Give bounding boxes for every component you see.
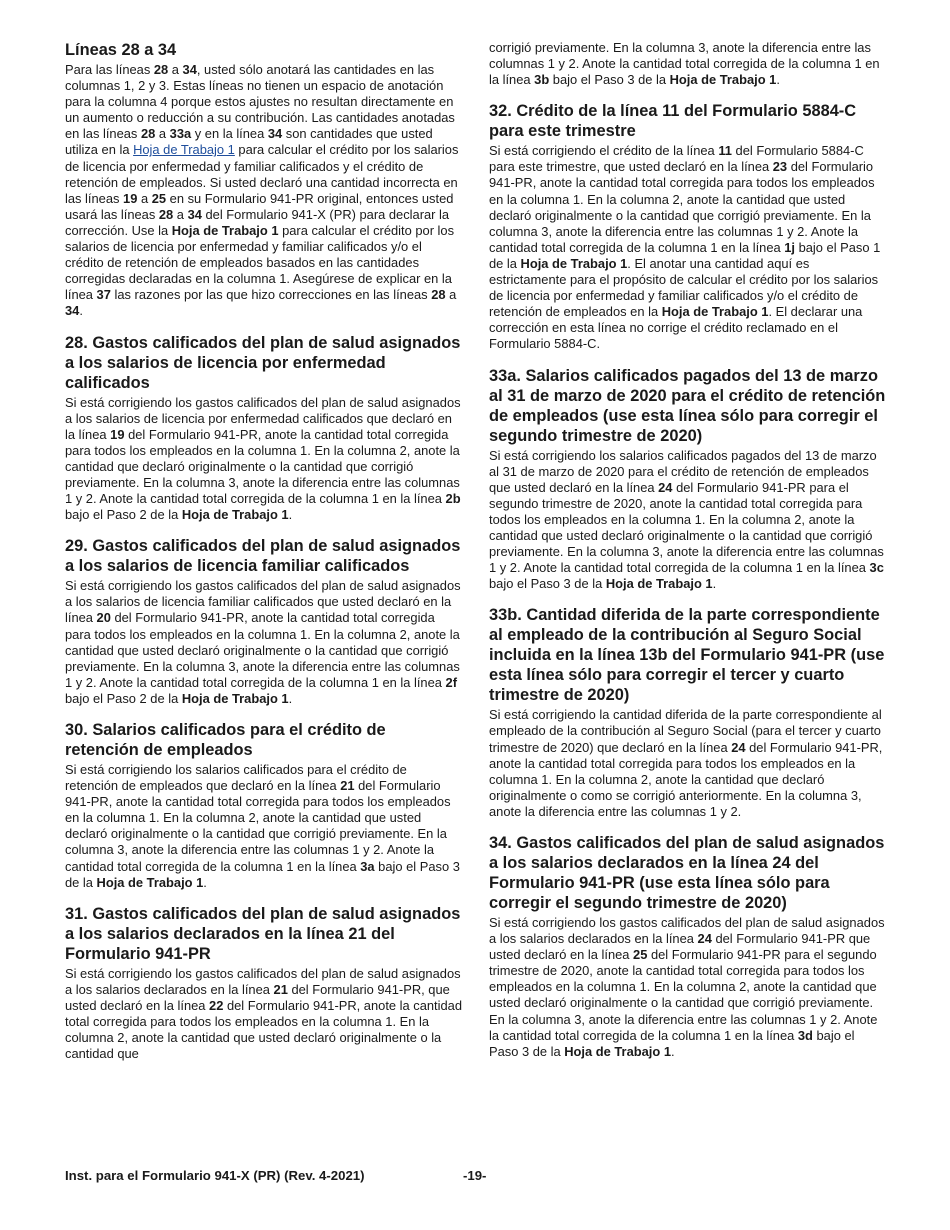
heading-linea-31: 31. Gastos calificados del plan de salud asignados a los salarios declarados en la línea 21 del Formulario 941-PR (65, 904, 461, 963)
page-number: -19- (463, 1168, 487, 1183)
paragraph-linea-31: Si está corrigiendo los gastos calificados del plan de salud asignados a los salarios declarados en la línea 21 del Formulario 941-PR, que usted declaró en la línea 22 del Formulario 941-PR, anote la cantidad total corregida para todos los empleados en la columna 1. En la columna 2, anote la cantidad que usted declaró originalmente o la cantidad que (65, 965, 462, 1062)
right-column (489, 40, 886, 1060)
heading-linea-33b: 33b. Cantidad diferida de la parte correspondiente al empleado de la contribución al Seguro Social incluida en la línea 13b del Formulario 941-PR (use esta línea sólo para corregir el tercer y cuarto trimestre de 2020) (489, 606, 885, 705)
paragraph-lineas-28-34: Para las líneas 28 a 34, usted sólo anotará las cantidades en las columnas 1, 2 y 3. Estas líneas no tienen un espacio de anotación para la columna 4 porque estos ajustes no resultan directamente en un aumento o reducción a su contribución. Las cantidades anotadas en las líneas 28 a 33a y en la línea 34 son cantidades que usted utiliza en la Hoja de Trabajo 1 para calcular el crédito por los salarios de licencia por enfermedad y familiar calificados y el crédito de retención de empleados. Si usted declaró una cantidad incorrecta en las líneas 19 a 25 en su Formulario 941-PR original, entonces usted usará las líneas 28 a 34 del Formulario 941-X (PR) para declarar la corrección. Use la Hoja de Trabajo 1 para calcular el crédito por los salarios de licencia por enfermedad y familiar calificados y/o el crédito de retención de empleados basados en las cantidades corregidas declaradas en la columna 1. Asegúrese de explicar en la línea 37 las razones por las que hizo correcciones en las líneas 28 a 34. (65, 62, 459, 319)
paragraph-linea-32: Si está corrigiendo el crédito de la línea 11 del Formulario 5884-C para este trimestre, que usted declaró en la línea 23 del Formulario 941-PR, anote la cantidad total corregida para todos los empleados en la columna 1. En la columna 2, anote la cantidad que usted declaró originalmente o la cantidad que corrigió previamente. En la columna 3, anote la diferencia entre las columnas 1 y 2. Anote la cantidad total corregida de la columna 1 en la línea 1j bajo el Paso 1 de la Hoja de Trabajo 1. El anotar una cantidad aquí es estrictamente para el propósito de calcular el crédito por los salarios de licencia por enfermedad y familiar calificados y/o el crédito de retención de empleados en la Hoja de Trabajo 1. El declarar una corrección en esta línea no corrige el crédito reclamado en el Formulario 5884-C. (489, 143, 881, 352)
heading-linea-32: 32. Crédito de la línea 11 del Formulario 5884-C para este trimestre (489, 102, 857, 141)
paragraph-linea-33b: Si está corrigiendo la cantidad diferida de la parte correspondiente al empleado de la contribución al Seguro Social (para el tercer y cuarto trimestre de 2020) que declaró en la línea 24 del Formulario 941-PR, anote la cantidad total corregida para todos los empleados en la columna 1. En la columna 2, anote la cantidad que declaró originalmente o como se corrigió anteriormente. En la columna 3, anote la diferencia entre las columnas 1 y 2. (489, 707, 883, 819)
paragraph-linea-29: Si está corrigiendo los gastos calificados del plan de salud asignados a los salarios de licencia familiar calificados que usted declaró en la línea 20 del Formulario 941-PR, anote la cantidad total corregida para todos los empleados en la columna 1. En la columna 2, anote la cantidad que usted declaró originalmente o la cantidad que corrigió previamente. En la columna 3, anote la diferencia entre las columnas 1 y 2. Anote la cantidad total corregida de la columna 1 en la línea 2f bajo el Paso 2 de la Hoja de Trabajo 1. (65, 578, 461, 706)
heading-linea-34: 34. Gastos calificados del plan de salud asignados a los salarios declarados en la línea 24 del Formulario 941-PR (use esta línea sólo para corregir el segundo trimestre de 2020) (489, 834, 885, 912)
heading-linea-28: 28. Gastos calificados del plan de salud asignados a los salarios de licencia por enfermedad calificados (65, 333, 461, 392)
footer-form-title: Inst. para el Formulario 941-X (PR) (Rev. 4-2021) (65, 1168, 365, 1183)
heading-linea-30: 30. Salarios calificados para el crédito de retención de empleados (65, 721, 386, 759)
paragraph-linea-33a: Si está corrigiendo los salarios calificados pagados del 13 de marzo al 31 de marzo de 2020 para el crédito de retención de empleados que usted declaró en la línea 24 del Formulario 941-PR para el segundo trimestre de 2020, anote la cantidad total corregida para todos los empleados en la columna 1. En la columna 2, anote la cantidad que usted declaró originalmente o la cantidad que corrigió previamente. En la columna 3, anote la diferencia entre las columnas 1 y 2. Anote la cantidad total corregida de la columna 1 en la línea 3c bajo el Paso 3 de la Hoja de Trabajo 1. (489, 447, 884, 592)
hoja-de-trabajo-1-link[interactable]: Hoja de Trabajo 1 (133, 142, 235, 158)
paragraph-linea-34: Si está corrigiendo los gastos calificados del plan de salud asignados a los salarios declarados en la línea 24 del Formulario 941-PR que usted declaró en la línea 25 del Formulario 941-PR para el segundo trimestre de 2020, anote la cantidad total corregida para todos los empleados en la columna 1. En la columna 2, anote la cantidad que usted declaró originalmente o la cantidad que corrigió previamente. En la columna 3, anote la diferencia entre las columnas 1 y 2. Anote la cantidad total corregida de la columna 1 en la línea 3d bajo el Paso 3 de la Hoja de Trabajo 1. (489, 915, 885, 1059)
paragraph-linea-31-continued: corrigió previamente. En la columna 3, anote la diferencia entre las columnas 1 y 2. Anote la cantidad total corregida de la columna 1 en la línea 3b bajo el Paso 3 de la Hoja de Trabajo 1. (489, 40, 880, 88)
paragraph-linea-28: Si está corrigiendo los gastos calificados del plan de salud asignados a los salarios de licencia por enfermedad calificados que declaró en la línea 19 del Formulario 941-PR, anote la cantidad total corregida para todos los empleados en la columna 1. En la columna 2, anote la cantidad que declaró originalmente o la cantidad que corrigió previamente. En la columna 3, anote la diferencia entre las columnas 1 y 2. Anote la cantidad total corregida de la columna 1 en la línea 2b bajo el Paso 2 de la Hoja de Trabajo 1. (65, 394, 461, 523)
left-column (65, 40, 462, 1062)
paragraph-linea-30: Si está corrigiendo los salarios calificados para el crédito de retención de empleados que declaró en la línea 21 del Formulario 941-PR, anote la cantidad total corregida para todos los empleados en la columna 1. En la columna 2, anote la cantidad que usted declaró originalmente o la cantidad que corrigió previamente. En la columna 3, anote la diferencia entre las columnas 1 y 2. Anote la cantidad total corregida de la columna 1 en la línea 3a bajo el Paso 3 de la Hoja de Trabajo 1. (65, 762, 460, 890)
heading-lineas-28-34: Líneas 28 a 34 (65, 41, 177, 59)
heading-linea-29: 29. Gastos calificados del plan de salud asignados a los salarios de licencia familiar calificados (65, 537, 461, 576)
heading-linea-33a: 33a. Salarios calificados pagados del 13 de marzo al 31 de marzo de 2020 para el crédito de retención de empleados (use esta línea sólo para corregir el segundo trimestre de 2020) (489, 366, 886, 445)
